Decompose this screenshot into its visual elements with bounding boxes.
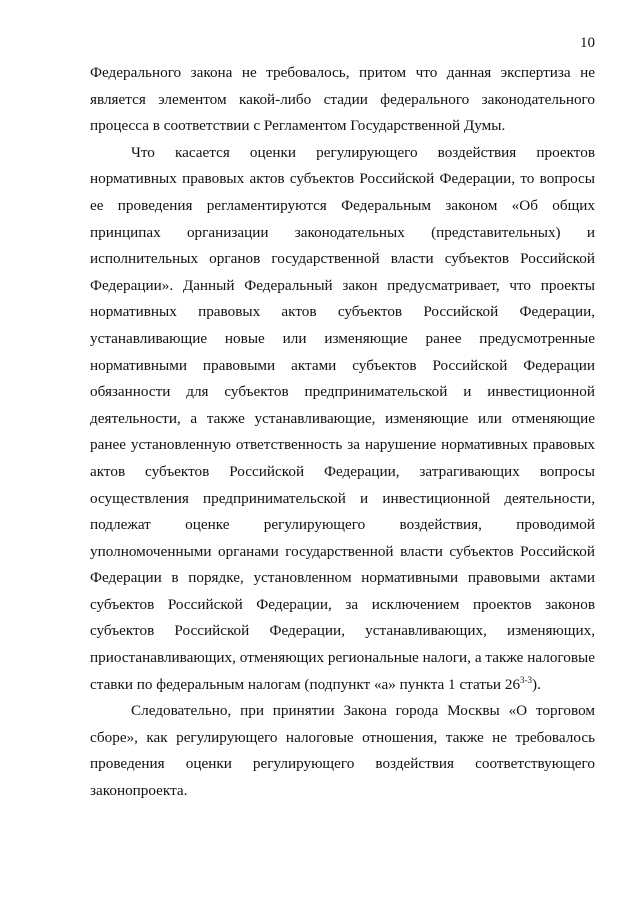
article-superscript: 3-3 — [520, 674, 533, 685]
paragraph-conclusion: Следовательно, при принятии Закона города Москвы «О торговом сборе», как регулирующего налоговые отношения, также не требовалось проведения оценки регулирующего воздействия соответствующего законопроекта. — [90, 702, 595, 800]
paragraph-regulatory-impact-tail: ). — [532, 675, 541, 693]
paragraph-regulatory-impact — [90, 140, 595, 698]
document-body — [90, 60, 595, 805]
paragraph-continuation: Федерального закона не требовалось, притом что данная экспертиза не является элементом какой-либо стадии федерального законодательного процесса в соответствии с Регламентом Государственной Думы. — [90, 64, 595, 135]
page-number: 10 — [580, 35, 595, 51]
paragraph-regulatory-impact-text: Что касается оценки регулирующего воздействия проектов нормативных правовых актов субъектов Российской Федерации, то вопросы ее проведения регламентируются Федеральным законом «Об общих принципах организации законодательных (представительных) и исполнительных органов государственной власти субъектов Российской Федерации». Данный Федеральный закон предусматривает, что проекты нормативных правовых актов субъектов Российской Федерации, устанавливающие новые или изменяющие ранее предусмотренные нормативными правовыми актами субъектов Российской Федерации обязанности для субъектов предпринимательской и инвестиционной деятельности, а также устанавливающие, изменяющие или отменяющие ранее установленную ответственность за нарушение нормативных правовых актов субъектов Российской Федерации, затрагивающих вопросы осуществления предпринимательской и инвестиционной деятельности, подлежат оценке регулирующего воздействия, проводимой уполномоченными органами государственной власти субъектов Российской Федерации в порядке, установленном нормативными правовыми актами субъектов Российской Федерации, за исключением проектов законов субъектов Российской Федерации, устанавливающих, изменяющих, приостанавливающих, отменяющих региональные налоги, а также налоговые ставки по федеральным налогам (подпункт «а» пункта 1 статьи 26 — [90, 143, 595, 693]
